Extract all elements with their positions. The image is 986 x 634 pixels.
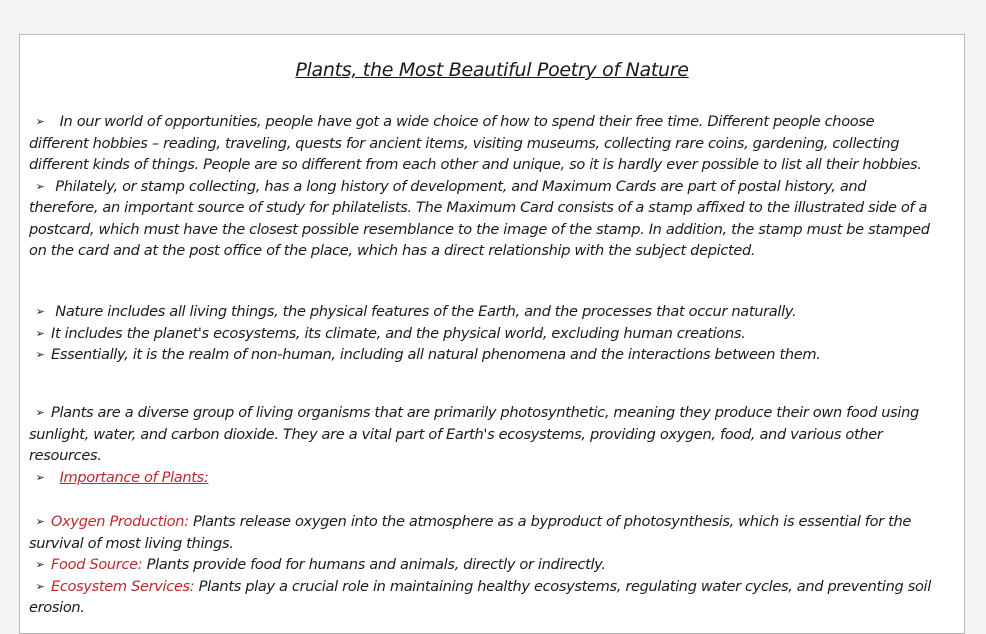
nature-text-2: It includes the planet's ecosystems, its climate, and the physical world, excluding human creations. [51, 324, 746, 342]
bullet-arrow-icon: ➢ [35, 326, 45, 340]
food-line [29, 554, 959, 576]
plants-text-1: Plants are a diverse group of living organisms that are primarily photosynthetic, meaning they produce their own food using [51, 404, 919, 421]
philately-line-2: therefore, an important source of study for philatelists. The Maximum Card consists of a stamp affixed to the illustrated side of a [29, 199, 928, 216]
food-label: Food Source: [51, 556, 143, 573]
oxygen-text: Plants release oxygen into the atmosphere as a byproduct of photosynthesis, which is essential for the [188, 513, 912, 530]
ecosystem-label: Ecosystem Services: [51, 577, 195, 595]
bullet-arrow-icon: ➢ [35, 348, 45, 361]
intro-line-2: different hobbies – reading, traveling, quests for ancient items, visiting museums, collecting rare coins, gardening, collecting [29, 134, 900, 152]
ecosystem-line-1 [29, 576, 959, 598]
bullet-arrow-icon: ➢ [35, 179, 45, 193]
document-page [19, 34, 965, 634]
food-text: Plants provide food for humans and animals, directly or indirectly. [142, 556, 606, 573]
nature-text-1: Nature includes all living things, the physical features of the Earth, and the processes that occur naturally. [55, 303, 797, 320]
intro-line-3: different kinds of things. People are so different from each other and unique, so it is hardly ever possible to list all their hobbies. [29, 156, 922, 173]
importance-heading: Importance of Plants: [59, 469, 209, 486]
bullet-arrow-icon: ➢ [35, 579, 45, 593]
oxygen-label: Oxygen Production: [51, 513, 189, 530]
philately-text-1: Philately, or stamp collecting, has a long history of development, and Maximum Cards are part of postal history, and [55, 177, 867, 195]
philately-line-1 [29, 176, 959, 198]
intro-line-1 [29, 111, 959, 133]
bullet-arrow-icon: ➢ [35, 471, 45, 484]
bullet-arrow-icon: ➢ [35, 305, 45, 318]
oxygen-line-1 [29, 511, 959, 533]
philately-line-3: postcard, which must have the closest possible resemblance to the image of the stamp. In addition, the stamp must be stamped [29, 220, 930, 238]
plants-line-3: resources. [29, 447, 102, 464]
philately-line-4: on the card and at the post office of the place, which has a direct relationship with the subject depicted. [29, 242, 756, 259]
document-title: Plants, the Most Beautiful Poetry of Nature [295, 59, 689, 81]
oxygen-line-2: survival of most living things. [29, 534, 234, 552]
ecosystem-text: Plants play a crucial role in maintaining healthy ecosystems, regulating water cycles, and preventing soil [194, 577, 931, 595]
nature-text-3: Essentially, it is the realm of non-human, including all natural phenomena and the interactions between them. [51, 346, 821, 363]
nature-bullet-3 [29, 344, 959, 366]
bullet-arrow-icon: ➢ [35, 115, 45, 128]
bullet-arrow-icon: ➢ [35, 515, 45, 528]
ecosystem-line-2: erosion. [29, 599, 85, 616]
nature-bullet-2 [29, 323, 959, 345]
bullet-arrow-icon: ➢ [35, 558, 45, 571]
plants-line-2: sunlight, water, and carbon dioxide. They are a vital part of Earth's ecosystems, providing oxygen, food, and various other [29, 425, 883, 443]
importance-heading-line [29, 467, 959, 489]
intro-text-1: In our world of opportunities, people have got a wide choice of how to spend their free time. Different people choose [59, 113, 875, 130]
plants-line-1 [29, 402, 959, 424]
nature-bullet-1 [29, 301, 959, 323]
bullet-arrow-icon: ➢ [35, 406, 45, 419]
